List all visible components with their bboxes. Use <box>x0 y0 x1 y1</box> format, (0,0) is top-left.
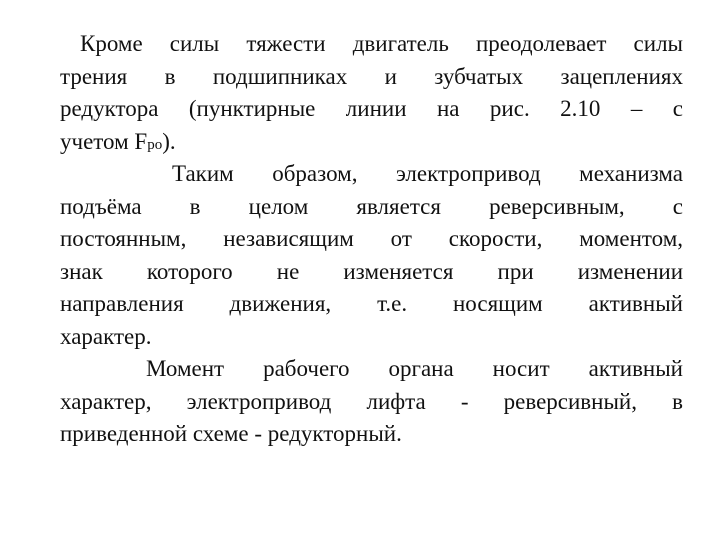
text-line-1: Кроме силы тяжести двигатель преодолевает силы <box>80 31 683 56</box>
body-text <box>60 28 683 451</box>
formula-close: ). <box>162 128 176 154</box>
text-line-10: характер. <box>60 323 152 349</box>
text-line-11: Момент рабочего органа носит активный <box>146 356 683 381</box>
text-line-2: трения в подшипниках и зубчатых зацеплениях <box>60 63 683 89</box>
force-symbol: F <box>134 128 148 154</box>
text-line-13: приведенной схеме - редукторный. <box>60 421 402 446</box>
text-line-4-start: учетом <box>60 128 135 154</box>
text-line-5: Таким образом, электропривод механизма <box>172 161 683 186</box>
text-line-9: направления движения, т.е. носящим активный <box>60 291 683 316</box>
text-line-4 <box>60 126 683 159</box>
force-subscript: ро <box>147 136 163 153</box>
text-line-7: постоянным, независящим от скорости, моментом, <box>60 226 683 251</box>
text-line-12: характер, электропривод лифта - реверсивный, в <box>60 388 683 414</box>
text-line-8: знак которого не изменяется при изменении <box>60 258 683 284</box>
text-line-3: редуктора (пунктирные линии на рис. 2.10 – с <box>60 96 683 121</box>
text-line-6: подъёма в целом является реверсивным, с <box>60 193 683 219</box>
